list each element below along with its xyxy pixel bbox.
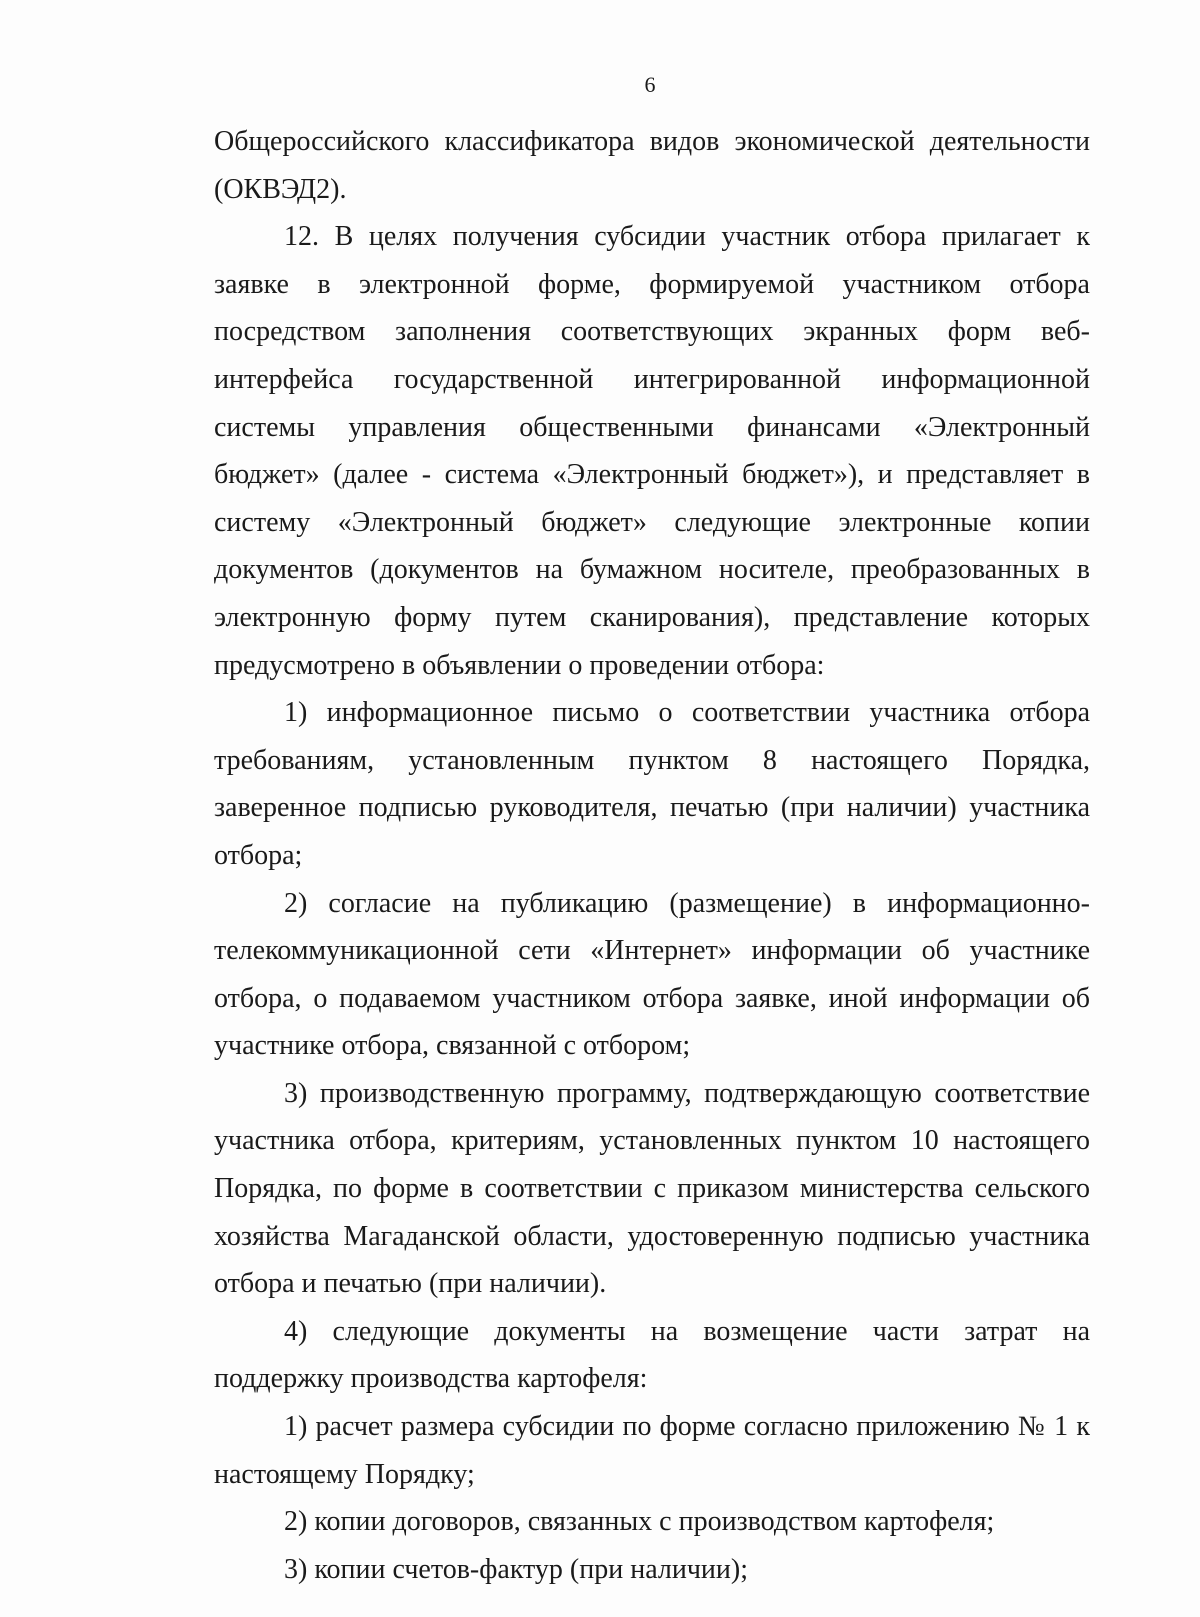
document-body xyxy=(214,118,1090,1593)
paragraph-okved-continuation: Общероссийского классификатора видов экономической деятельности (ОКВЭД2). xyxy=(214,126,1090,205)
paragraph-item-1-info-letter: 1) информационное письмо о соответствии участника отбора требованиям, установленным пунктом 8 настоящего Порядка, заверенное подписью руководителя, печатью (при наличии) участника отбора; xyxy=(214,697,1090,871)
paragraph-item-3-production-program: 3) производственную программу, подтверждающую соответствие участника отбора, критериям, установленных пунктом 10 настоящего Порядка, по форме в соответствии с приказом министерства сельского хозяйства Магаданской области, удостоверенную подписью участника отбора и печатью (при наличии). xyxy=(214,1077,1090,1300)
paragraph-clause-12: 12. В целях получения субсидии участник отбора прилагает к заявке в электронной форме, формируемой участником отбора посредством заполнения соответствующих экранных форм веб-интерфейса государственной интегрированной информационной системы управления общественными финансами «Электронный бюджет» (далее - система «Электронный бюджет»), и представляет в систему «Электронный бюджет» следующие электронные копии документов (документов на бумажном носителе, преобразованных в электронную форму путем сканирования), представление которых предусмотрено в объявлении о проведении отбора: xyxy=(214,221,1090,681)
paragraph-subitem-2-contracts: 2) копии договоров, связанных с производством картофеля; xyxy=(284,1506,995,1538)
paragraph-subitem-1-subsidy-calculation: 1) расчет размера субсидии по форме согласно приложению № 1 к настоящему Порядку; xyxy=(214,1411,1090,1490)
page-number: 6 xyxy=(644,72,656,97)
paragraph-item-2-publication-consent: 2) согласие на публикацию (размещение) в информационно-телекоммуникационной сети «Интернет» информации об участнике отбора, о подаваемом участником отбора заявке, иной информации об участнике отбора, связанной с отбором; xyxy=(214,887,1090,1062)
paragraph-item-4-potato-documents: 4) следующие документы на возмещение части затрат на поддержку производства картофеля: xyxy=(214,1315,1090,1395)
paragraph-subitem-3-invoices: 3) копии счетов-фактур (при наличии); xyxy=(284,1553,748,1585)
